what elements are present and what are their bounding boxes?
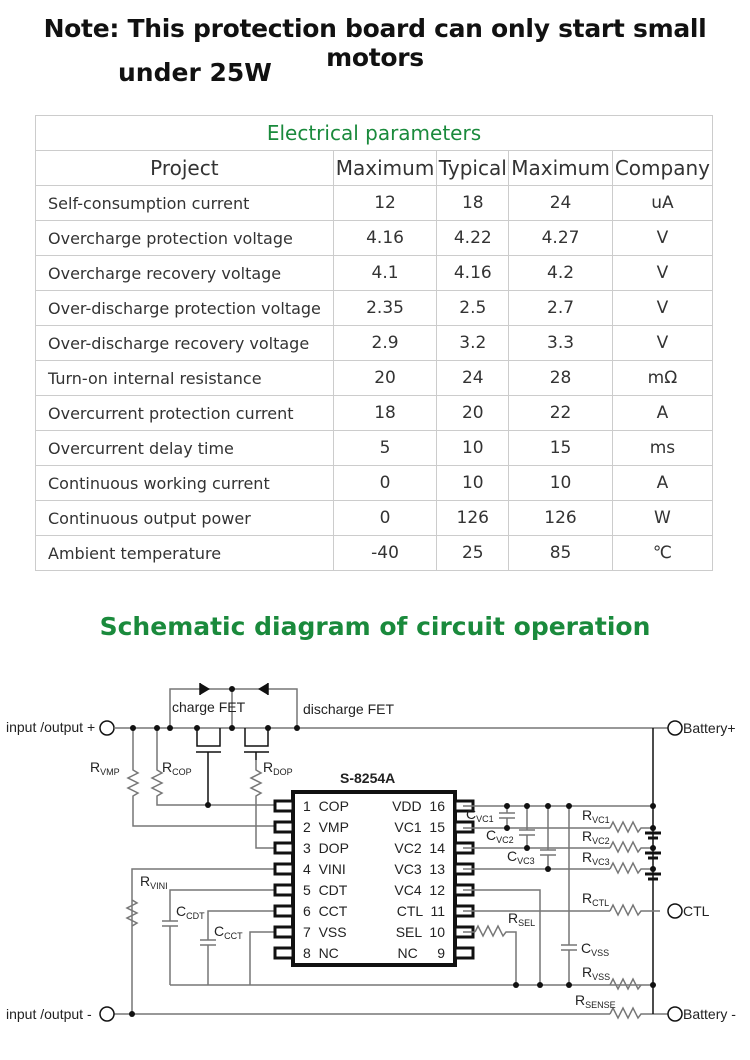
parameter-name: Over-discharge recovery voltage [36, 326, 334, 361]
r-vc1-label: $R_{VC1}$ [582, 807, 610, 825]
parameter-value: 4.2 [509, 256, 613, 291]
c-cdt-label: $C_{CDT}$ [176, 903, 205, 921]
parameter-name: Overcharge recovery voltage [36, 256, 334, 291]
parameter-value: 4.16 [333, 221, 437, 256]
c-vss-label: $C_{VSS}$ [581, 940, 610, 958]
table-row [36, 361, 713, 396]
r-cop-label: $R_{COP}$ [162, 759, 192, 777]
parameter-value: 28 [509, 361, 613, 396]
parameter-value: 126 [437, 501, 509, 536]
pin-label: 6 CCT [303, 903, 348, 919]
parameter-value: 126 [509, 501, 613, 536]
pin-label: 3 DOP [303, 840, 349, 856]
parameter-value: 3.2 [437, 326, 509, 361]
parameter-name: Over-discharge protection voltage [36, 291, 334, 326]
table-row [36, 396, 713, 431]
parameter-value: uA [612, 186, 712, 221]
chip-pin [275, 801, 293, 811]
parameter-value: 15 [509, 431, 613, 466]
column-header: Company [612, 151, 712, 186]
parameter-name: Self-consumption current [36, 186, 334, 221]
parameter-value: 3.3 [509, 326, 613, 361]
pin-label: SEL 10 [395, 924, 445, 940]
parameter-value: 18 [437, 186, 509, 221]
table-row [36, 466, 713, 501]
table-row [36, 536, 713, 571]
parameter-value: ℃ [612, 536, 712, 571]
table-row [36, 256, 713, 291]
parameter-name: Overcurrent protection current [36, 396, 334, 431]
parameter-name: Continuous working current [36, 466, 334, 501]
pin-label: 8 NC [303, 945, 339, 961]
pin-label: CTL 11 [396, 903, 445, 919]
r-vc2-label: $R_{VC2}$ [582, 828, 610, 846]
table-title: Electrical parameters [36, 116, 713, 151]
table-row [36, 291, 713, 326]
parameter-value: V [612, 326, 712, 361]
table-row [36, 221, 713, 256]
parameter-value: V [612, 291, 712, 326]
pin-label: 7 VSS [303, 924, 347, 940]
column-header: Maximum [509, 151, 613, 186]
chip-pin [275, 864, 293, 874]
parameter-value: V [612, 256, 712, 291]
chip-pin [275, 843, 293, 853]
note-line-2: under 25W [118, 58, 272, 87]
chip-pin [275, 906, 293, 916]
r-dop-label: $R_{DOP}$ [263, 759, 293, 777]
c-vc1-label: $C_{VC1}$ [466, 806, 494, 824]
parameter-value: 10 [437, 466, 509, 501]
io-minus-terminal [100, 1007, 114, 1021]
parameter-value: 4.16 [437, 256, 509, 291]
parameter-value: 22 [509, 396, 613, 431]
parameter-value: 25 [437, 536, 509, 571]
column-header: Typical [437, 151, 509, 186]
parameter-value: 0 [333, 501, 437, 536]
parameter-value: 10 [509, 466, 613, 501]
parameter-value: W [612, 501, 712, 536]
parameter-value: V [612, 221, 712, 256]
parameter-name: Turn-on internal resistance [36, 361, 334, 396]
parameter-value: 2.35 [333, 291, 437, 326]
pin-label: VC1 15 [394, 819, 445, 835]
battery-plus-label: Battery+ [683, 720, 736, 736]
r-ctl-label: $R_{CTL}$ [582, 890, 610, 908]
parameter-value: 85 [509, 536, 613, 571]
charge-fet-label: charge FET [172, 699, 246, 715]
chip-pin [275, 927, 293, 937]
c-vc3-label: $C_{VC3}$ [507, 848, 535, 866]
chip-pin [275, 948, 293, 958]
column-header: Project [36, 151, 334, 186]
chip-name: S-8254A [340, 770, 396, 786]
table-header [36, 151, 713, 186]
parameter-value: -40 [333, 536, 437, 571]
parameter-value: 18 [333, 396, 437, 431]
note-line-1: Note: This protection board can only start small motors [43, 14, 707, 72]
battery-plus-terminal [668, 721, 682, 735]
r-vss-label: $R_{VSS}$ [582, 964, 611, 982]
table-row [36, 186, 713, 221]
table-row [36, 431, 713, 466]
parameter-value: 24 [437, 361, 509, 396]
r-sense-label: $R_{SENSE}$ [575, 992, 616, 1010]
io-plus-label: input /output + [6, 719, 96, 735]
pin-label: VC2 14 [394, 840, 445, 856]
ctl-terminal [668, 904, 682, 918]
parameter-value: 20 [437, 396, 509, 431]
pin-label: VC4 12 [394, 882, 445, 898]
electrical-parameters-table [35, 115, 713, 571]
chip-pin [275, 885, 293, 895]
circuit-schematic [0, 670, 750, 1060]
chip-pin [455, 948, 473, 958]
parameter-value: 2.5 [437, 291, 509, 326]
parameter-value: A [612, 396, 712, 431]
parameter-value: 24 [509, 186, 613, 221]
schematic-title: Schematic diagram of circuit operation [99, 612, 651, 641]
parameter-value: A [612, 466, 712, 501]
parameter-name: Overcurrent delay time [36, 431, 334, 466]
pin-label: 5 CDT [303, 882, 348, 898]
column-header: Maximum [333, 151, 437, 186]
io-minus-label: input /output - [6, 1006, 92, 1022]
r-vini-label: $R_{VINI}$ [140, 873, 168, 891]
discharge-fet-label: discharge FET [303, 701, 395, 717]
battery-minus-terminal [668, 1007, 682, 1021]
parameter-value: 4.1 [333, 256, 437, 291]
chip-pin [275, 822, 293, 832]
table-row [36, 501, 713, 536]
ctl-label: CTL [683, 903, 710, 919]
parameter-name: Continuous output power [36, 501, 334, 536]
r-vmp-label: $R_{VMP}$ [90, 759, 120, 777]
parameter-value: 12 [333, 186, 437, 221]
pin-label: VC3 13 [394, 861, 445, 877]
parameter-value: 4.22 [437, 221, 509, 256]
io-plus-terminal [100, 721, 114, 735]
battery-minus-label: Battery - [683, 1006, 736, 1022]
parameter-value: 2.7 [509, 291, 613, 326]
c-vc2-label: $C_{VC2}$ [486, 827, 514, 845]
pin-label: 1 COP [303, 798, 349, 814]
pin-label: 2 VMP [303, 819, 349, 835]
table-row [36, 326, 713, 361]
parameter-value: 4.27 [509, 221, 613, 256]
r-sel-label: $R_{SEL}$ [508, 910, 536, 928]
parameter-value: 10 [437, 431, 509, 466]
c-cct-label: $C_{CCT}$ [214, 923, 243, 941]
chip-pin [455, 822, 473, 832]
pin-label: NC 9 [397, 945, 445, 961]
r-vc3-label: $R_{VC3}$ [582, 849, 610, 867]
parameter-name: Overcharge protection voltage [36, 221, 334, 256]
pin-label: VDD 16 [392, 798, 445, 814]
parameter-value: 20 [333, 361, 437, 396]
parameter-value: 5 [333, 431, 437, 466]
pin-label: 4 VINI [303, 861, 346, 877]
parameter-value: 2.9 [333, 326, 437, 361]
parameter-value: mΩ [612, 361, 712, 396]
parameter-value: ms [612, 431, 712, 466]
parameter-name: Ambient temperature [36, 536, 334, 571]
parameter-value: 0 [333, 466, 437, 501]
